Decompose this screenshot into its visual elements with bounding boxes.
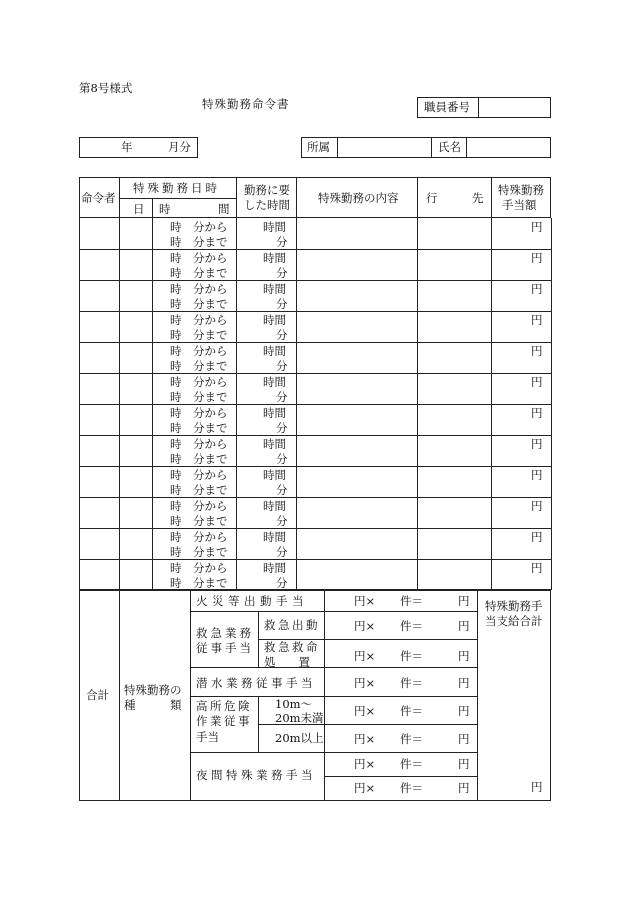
allowance-yen: 円: [531, 344, 543, 358]
allowance-yen: 円: [531, 375, 543, 389]
cell-border: [119, 373, 120, 404]
time-from: 時 分から: [170, 220, 228, 234]
cell-border: [152, 280, 153, 311]
cell-border: [417, 373, 418, 404]
cell-border: [491, 435, 492, 466]
cell-border: [551, 311, 552, 342]
cell-border: [152, 342, 153, 373]
cell-border: [152, 311, 153, 342]
allowance-yen: 円: [531, 530, 543, 544]
cell-border: [417, 249, 418, 280]
hours-label: 時間: [263, 375, 286, 389]
calc-yen-x: 円×: [354, 676, 376, 690]
cell-border: [236, 404, 237, 435]
calc-count: 件＝: [400, 619, 423, 633]
cell-border: [551, 466, 552, 497]
calc-yen: 円: [458, 732, 470, 746]
cell-border: [417, 218, 418, 249]
hours-label: 時間: [263, 344, 286, 358]
cell-border: [236, 435, 237, 466]
cell-border: [236, 249, 237, 280]
cell-border: [119, 280, 120, 311]
cell-border: [551, 373, 552, 404]
cell-border: [417, 280, 418, 311]
cell-border: [119, 218, 120, 249]
staff-number-label: 職員番号: [424, 100, 470, 114]
header-divider: [296, 177, 297, 218]
minutes-label: 分: [276, 452, 288, 466]
calc-yen-x: 円×: [354, 704, 376, 718]
rescue-lifesaving-1: 救急救命: [264, 640, 320, 654]
header-required-time-1: 勤務に要: [244, 183, 290, 197]
cell-border: [236, 497, 237, 528]
calc-yen-x: 円×: [354, 781, 376, 795]
cell-border: [417, 342, 418, 373]
cell-border: [551, 528, 552, 559]
hours-label: 時間: [263, 282, 286, 296]
allowance-yen: 円: [531, 313, 543, 327]
summary-divider: [190, 696, 477, 697]
time-from: 時 分から: [170, 375, 228, 389]
row-border: [79, 249, 551, 250]
cell-border: [152, 218, 153, 249]
time-to: 時 分まで: [170, 576, 228, 590]
form-number: 第8号様式: [79, 81, 133, 95]
cell-border: [152, 528, 153, 559]
time-to: 時 分まで: [170, 266, 228, 280]
hours-label: 時間: [263, 220, 286, 234]
cell-border: [236, 466, 237, 497]
cell-border: [491, 528, 492, 559]
calc-count: 件＝: [400, 594, 423, 608]
cell-border: [296, 218, 297, 249]
allowance-yen: 円: [531, 437, 543, 451]
header-interval: 間: [218, 202, 230, 216]
cell-border: [491, 559, 492, 590]
calc-yen: 円: [458, 649, 470, 663]
cell-border: [491, 497, 492, 528]
summary-divider: [190, 611, 477, 612]
allowance-yen: 円: [531, 499, 543, 513]
header-datetime: 特殊勤務日時: [133, 181, 220, 195]
allowance-yen: 円: [531, 561, 543, 575]
minutes-label: 分: [276, 390, 288, 404]
calc-yen: 円: [458, 757, 470, 771]
cell-border: [79, 218, 80, 249]
time-to: 時 分まで: [170, 359, 228, 373]
height-group-3: 手当: [196, 730, 219, 744]
cell-border: [491, 404, 492, 435]
cell-border: [79, 466, 80, 497]
calc-count: 件＝: [400, 757, 423, 771]
row-border: [79, 435, 551, 436]
rescue-dispatch: 救急出動: [264, 618, 320, 632]
cell-border: [236, 311, 237, 342]
row-border: [79, 404, 551, 405]
cell-border: [236, 342, 237, 373]
hours-label: 時間: [263, 499, 286, 513]
minutes-label: 分: [276, 235, 288, 249]
calc-count: 件＝: [400, 704, 423, 718]
row-border: [79, 342, 551, 343]
cell-border: [296, 497, 297, 528]
time-to: 時 分まで: [170, 483, 228, 497]
cell-border: [491, 280, 492, 311]
header-orderer: 命令者: [81, 191, 116, 205]
diving-allowance: 潜水業務従事手当: [196, 676, 316, 690]
cell-border: [152, 435, 153, 466]
allowance-yen: 円: [531, 406, 543, 420]
header-divider: [491, 177, 492, 218]
time-to: 時 分まで: [170, 421, 228, 435]
cell-border: [236, 559, 237, 590]
cell-border: [551, 342, 552, 373]
cell-border: [551, 559, 552, 590]
year-label: 年: [121, 140, 133, 154]
row-border: [79, 280, 551, 281]
cell-border: [417, 528, 418, 559]
height-group-2: 作業従事: [196, 714, 252, 728]
summary-divider: [324, 589, 325, 801]
staff-number-field[interactable]: [479, 98, 550, 117]
time-from: 時 分から: [170, 406, 228, 420]
cell-border: [152, 249, 153, 280]
time-from: 時 分から: [170, 344, 228, 358]
name-field[interactable]: [467, 138, 550, 157]
height-20m: 20m以上: [275, 731, 324, 745]
row-border: [79, 559, 551, 560]
row-border: [79, 528, 551, 529]
kind-label-2: 種 類: [124, 698, 182, 712]
calc-yen-x: 円×: [354, 619, 376, 633]
header-divider: [152, 198, 153, 218]
header-allowance-1: 特殊勤務: [498, 183, 544, 197]
cell-border: [119, 249, 120, 280]
time-from: 時 分から: [170, 437, 228, 451]
allowance-yen: 円: [531, 220, 543, 234]
height-10m-1: 10m～: [275, 697, 313, 711]
calc-count: 件＝: [400, 781, 423, 795]
total-pay-label-1: 特殊勤務手: [485, 599, 543, 613]
minutes-label: 分: [276, 266, 288, 280]
header-day: 日: [133, 202, 145, 216]
month-label: 月分: [168, 140, 191, 154]
allowance-yen: 円: [531, 282, 543, 296]
cell-border: [152, 559, 153, 590]
cell-border: [551, 404, 552, 435]
hours-label: 時間: [263, 251, 286, 265]
minutes-label: 分: [276, 514, 288, 528]
calc-count: 件＝: [400, 676, 423, 690]
height-group-1: 高所危険: [196, 699, 252, 713]
minutes-label: 分: [276, 483, 288, 497]
cell-border: [152, 373, 153, 404]
night-allowance: 夜間特殊業務手当: [196, 768, 316, 782]
minutes-label: 分: [276, 576, 288, 590]
height-10m-2: 20m未満: [275, 711, 324, 725]
time-from: 時 分から: [170, 313, 228, 327]
cell-border: [79, 342, 80, 373]
cell-border: [491, 342, 492, 373]
time-to: 時 分まで: [170, 328, 228, 342]
cell-border: [296, 559, 297, 590]
calc-yen: 円: [458, 619, 470, 633]
calc-yen: 円: [458, 781, 470, 795]
summary-divider: [119, 589, 120, 801]
cell-border: [79, 497, 80, 528]
dept-field[interactable]: [338, 138, 430, 157]
cell-border: [79, 280, 80, 311]
hours-label: 時間: [263, 406, 286, 420]
time-to: 時 分まで: [170, 297, 228, 311]
hours-label: 時間: [263, 468, 286, 482]
cell-border: [296, 528, 297, 559]
cell-border: [79, 249, 80, 280]
name-divider-1: [431, 137, 432, 158]
row-border: [79, 373, 551, 374]
cell-border: [79, 559, 80, 590]
row-border: [79, 497, 551, 498]
time-to: 時 分まで: [170, 514, 228, 528]
minutes-label: 分: [276, 545, 288, 559]
cell-border: [79, 373, 80, 404]
calc-yen: 円: [458, 704, 470, 718]
cell-border: [79, 435, 80, 466]
cell-border: [296, 466, 297, 497]
cell-border: [551, 218, 552, 249]
calc-yen-x: 円×: [354, 732, 376, 746]
cell-border: [152, 466, 153, 497]
cell-border: [119, 497, 120, 528]
cell-border: [119, 559, 120, 590]
cell-border: [491, 466, 492, 497]
header-destination-2: 先: [472, 191, 484, 205]
allowance-yen: 円: [531, 468, 543, 482]
row-border: [79, 311, 551, 312]
minutes-label: 分: [276, 328, 288, 342]
cell-border: [119, 342, 120, 373]
hours-label: 時間: [263, 530, 286, 544]
time-from: 時 分から: [170, 561, 228, 575]
time-from: 時 分から: [170, 530, 228, 544]
time-from: 時 分から: [170, 251, 228, 265]
summary-divider: [190, 667, 477, 668]
cell-border: [417, 559, 418, 590]
cell-border: [551, 497, 552, 528]
total-pay-label-2: 当支給合計: [485, 614, 543, 628]
cell-border: [551, 435, 552, 466]
cell-border: [119, 311, 120, 342]
cell-border: [119, 404, 120, 435]
cell-border: [119, 528, 120, 559]
minutes-label: 分: [276, 421, 288, 435]
rescue-lifesaving-2: 処 置: [264, 655, 310, 669]
hours-label: 時間: [263, 437, 286, 451]
cell-border: [236, 280, 237, 311]
fire-allowance: 火災等出動手当: [196, 594, 308, 608]
header-divider: [119, 198, 236, 199]
cell-border: [491, 311, 492, 342]
cell-border: [296, 373, 297, 404]
header-divider: [417, 177, 418, 218]
cell-border: [551, 249, 552, 280]
time-to: 時 分まで: [170, 235, 228, 249]
cell-border: [296, 404, 297, 435]
time-to: 時 分まで: [170, 545, 228, 559]
header-required-time-2: した時間: [244, 198, 290, 212]
summary-divider: [190, 589, 191, 801]
cell-border: [491, 373, 492, 404]
allowance-yen: 円: [531, 251, 543, 265]
summary-divider: [190, 752, 477, 753]
cell-border: [119, 466, 120, 497]
rescue-group-1: 救急業務: [196, 626, 254, 640]
cell-border: [296, 249, 297, 280]
hours-label: 時間: [263, 313, 286, 327]
calc-count: 件＝: [400, 732, 423, 746]
summary-divider: [324, 776, 477, 777]
calc-yen-x: 円×: [354, 649, 376, 663]
header-allowance-2: 手当額: [502, 198, 537, 212]
time-from: 時 分から: [170, 468, 228, 482]
calc-yen: 円: [458, 676, 470, 690]
row-border: [79, 466, 551, 467]
cell-border: [417, 497, 418, 528]
name-label: 氏名: [438, 140, 461, 154]
cell-border: [491, 249, 492, 280]
calc-count: 件＝: [400, 649, 423, 663]
cell-border: [417, 435, 418, 466]
rescue-group-2: 従事手当: [196, 641, 254, 655]
cell-border: [417, 404, 418, 435]
cell-border: [236, 528, 237, 559]
cell-border: [296, 311, 297, 342]
header-content: 特殊勤務の内容: [318, 191, 399, 205]
cell-border: [119, 435, 120, 466]
cell-border: [152, 497, 153, 528]
cell-border: [152, 404, 153, 435]
cell-border: [79, 311, 80, 342]
total-pay-yen[interactable]: 円: [531, 780, 543, 794]
cell-border: [551, 280, 552, 311]
cell-border: [296, 435, 297, 466]
page-title: 特殊勤務命令書: [202, 97, 290, 111]
cell-border: [296, 280, 297, 311]
time-from: 時 分から: [170, 282, 228, 296]
summary-divider: [477, 589, 478, 801]
cell-border: [417, 466, 418, 497]
cell-border: [417, 311, 418, 342]
hours-label: 時間: [263, 561, 286, 575]
calc-yen: 円: [458, 594, 470, 608]
kind-label-1: 特殊勤務の: [124, 683, 182, 697]
time-to: 時 分まで: [170, 452, 228, 466]
time-from: 時 分から: [170, 499, 228, 513]
header-time: 時: [159, 202, 171, 216]
dept-label: 所属: [307, 140, 330, 154]
minutes-label: 分: [276, 297, 288, 311]
cell-border: [296, 342, 297, 373]
total-label: 合計: [86, 688, 109, 702]
cell-border: [79, 528, 80, 559]
cell-border: [491, 218, 492, 249]
calc-yen-x: 円×: [354, 594, 376, 608]
cell-border: [236, 373, 237, 404]
minutes-label: 分: [276, 359, 288, 373]
calc-yen-x: 円×: [354, 757, 376, 771]
header-destination-1: 行: [426, 191, 438, 205]
cell-border: [79, 404, 80, 435]
header-divider: [236, 177, 237, 218]
cell-border: [236, 218, 237, 249]
time-to: 時 分まで: [170, 390, 228, 404]
